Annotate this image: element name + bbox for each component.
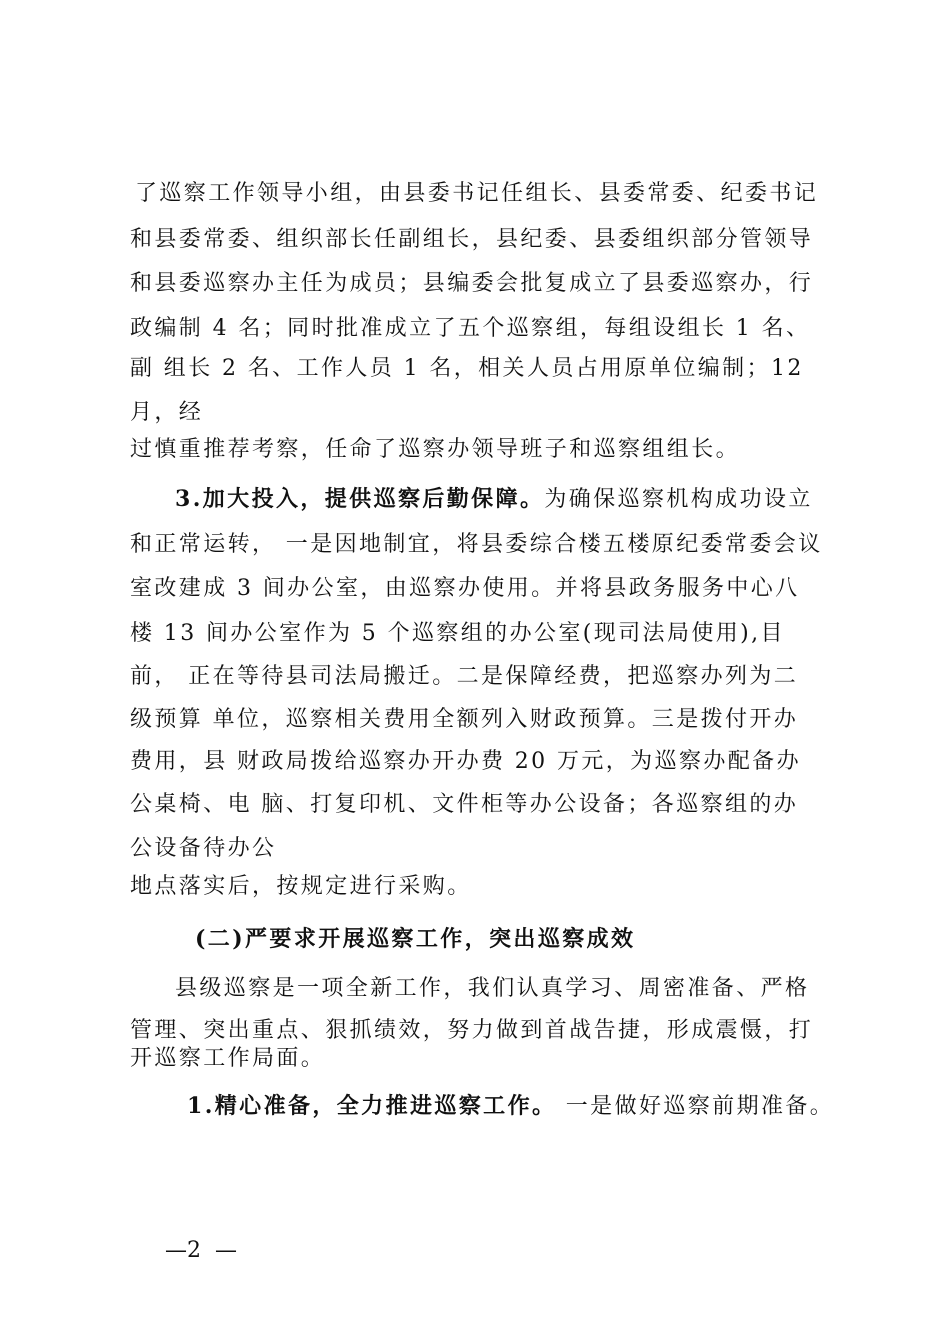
text-line: 和正常运转， 一是因地制宜，将县委综合楼五楼原纪委常委会议 xyxy=(130,532,823,557)
paragraph-line xyxy=(187,1091,837,1121)
text-line: 开巡察工作局面。 xyxy=(130,1046,326,1071)
text-line: 费用，县 财政局拨给巡察办开办费 20 万元，为巡察办配备办 xyxy=(130,749,801,774)
text-line: 地点落实后，按规定进行采购。 xyxy=(130,874,472,899)
text-line: 室改建成 3 间办公室，由巡察办使用。并将县政务服务中心八 xyxy=(130,576,800,601)
text-span: 一是做好巡察前期准备。 xyxy=(556,1094,835,1119)
paragraph-heading: 3.加大投入，提供巡察后勤保障。 xyxy=(175,486,545,512)
text-line: 了巡察工作领导小组，由县委书记任组长、县委常委、纪委书记 xyxy=(135,181,819,206)
text-line: 政编制 4 名；同时批准成立了五个巡察组，每组设组长 1 名、 xyxy=(130,316,811,341)
text-line: 公设备待办公 xyxy=(130,836,277,861)
page-number: —2 — xyxy=(165,1238,237,1263)
text-line: 级预算 单位，巡察相关费用全额列入财政预算。三是拨付开办 xyxy=(130,707,799,732)
text-line: 和县委常委、组织部长任副组长，县纪委、县委组织部分管领导 xyxy=(130,227,814,252)
text-line: 管理、突出重点、狠抓绩效，努力做到首战告捷，形成震慑，打 xyxy=(130,1018,814,1043)
text-line: 副 组长 2 名、工作人员 1 名，相关人员占用原单位编制；12 xyxy=(130,356,804,381)
text-line: 县级巡察是一项全新工作，我们认真学习、周密准备、严格 xyxy=(175,976,810,1001)
text-line: 月，经 xyxy=(130,400,204,425)
text-line: 公桌椅、电 脑、打复印机、文件柜等办公设备；各巡察组的办 xyxy=(130,792,799,817)
text-line: 过慎重推荐考察，任命了巡察办领导班子和巡察组组长。 xyxy=(130,437,741,462)
section-heading: (二)严要求开展巡察工作，突出巡察成效 xyxy=(195,926,636,952)
paragraph-heading: 1.精心准备，全力推进巡察工作。 xyxy=(187,1093,557,1119)
text-line: 和县委巡察办主任为成员；县编委会批复成立了县委巡察办，行 xyxy=(130,271,814,296)
text-line: 楼 13 间办公室作为 5 个巡察组的办公室(现司法局使用),目 xyxy=(130,621,785,646)
text-span: 为确保巡察机构成功设立 xyxy=(544,487,813,512)
paragraph-line xyxy=(175,484,835,514)
text-line: 前， 正在等待县司法局搬迁。二是保障经费，把巡察办列为二 xyxy=(130,664,799,689)
